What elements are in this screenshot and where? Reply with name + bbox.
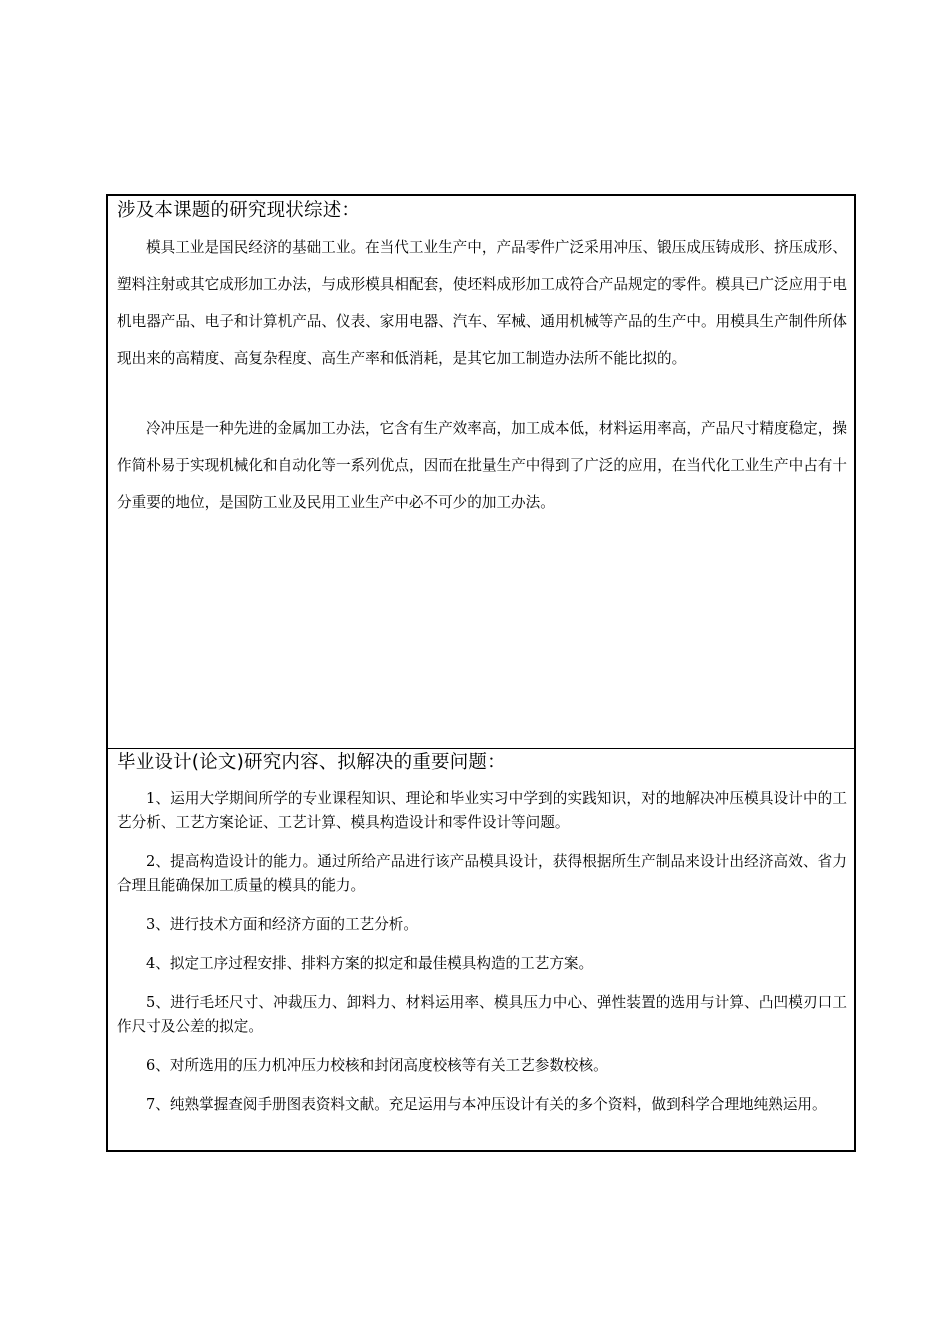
research-content-cell [108, 749, 854, 1150]
content-item-3: 3、进行技术方面和经济方面的工艺分析。 [146, 916, 418, 933]
research-status-heading: 涉及本课题的研究现状综述： [117, 200, 361, 221]
content-item-6: 6、对所选用的压力机冲压力校核和封闭高度校核等有关工艺参数校核。 [146, 1057, 608, 1074]
research-status-cell [108, 196, 854, 748]
content-item-2: 2、提高构造设计的能力。通过所给产品进行该产品模具设计，获得根据所生产制品来设计出经济高效、省力合理且能确保加工质量的模具的能力。 [117, 853, 847, 894]
research-status-paragraph-1: 模具工业是国民经济的基础工业。在当代工业生产中，产品零件广泛采用冲压、锻压成压铸成形、挤压成形、塑料注射或其它成形加工办法，与成形模具相配套，使坯料成形加工成符合产品规定的零件。模具已广泛应用于电机电器产品、电子和计算机产品、仪表、家用电器、汽车、军械、通用机械等产品的生产中。用模具生产制件所体现出来的高精度、高复杂程度、高生产率和低消耗，是其它加工制造办法所不能比拟的。 [117, 239, 847, 367]
content-item-1: 1、运用大学期间所学的专业课程知识、理论和毕业实习中学到的实践知识，对的地解决冲压模具设计中的工艺分析、工艺方案论证、工艺计算、模具构造设计和零件设计等问题。 [117, 790, 847, 831]
content-item-5: 5、进行毛坯尺寸、冲裁压力、卸料力、材料运用率、模具压力中心、弹性装置的选用与计算、凸凹模刃口工作尺寸及公差的拟定。 [117, 994, 847, 1035]
content-item-7: 7、纯熟掌握查阅手册图表资料文献。充足运用与本冲压设计有关的多个资料，做到科学合理地纯熟运用。 [146, 1096, 827, 1113]
research-content-heading: 毕业设计(论文)研究内容、拟解决的重要问题： [117, 752, 506, 773]
form-table [106, 194, 856, 1152]
research-status-paragraph-2: 冷冲压是一种先进的金属加工办法，它含有生产效率高，加工成本低，材料运用率高，产品尺寸精度稳定，操作简朴易于实现机械化和自动化等一系列优点，因而在批量生产中得到了广泛的应用，在当代化工业生产中占有十分重要的地位，是国防工业及民用工业生产中必不可少的加工办法。 [117, 420, 847, 511]
content-item-4: 4、拟定工序过程安排、排料方案的拟定和最佳模具构造的工艺方案。 [146, 955, 594, 972]
